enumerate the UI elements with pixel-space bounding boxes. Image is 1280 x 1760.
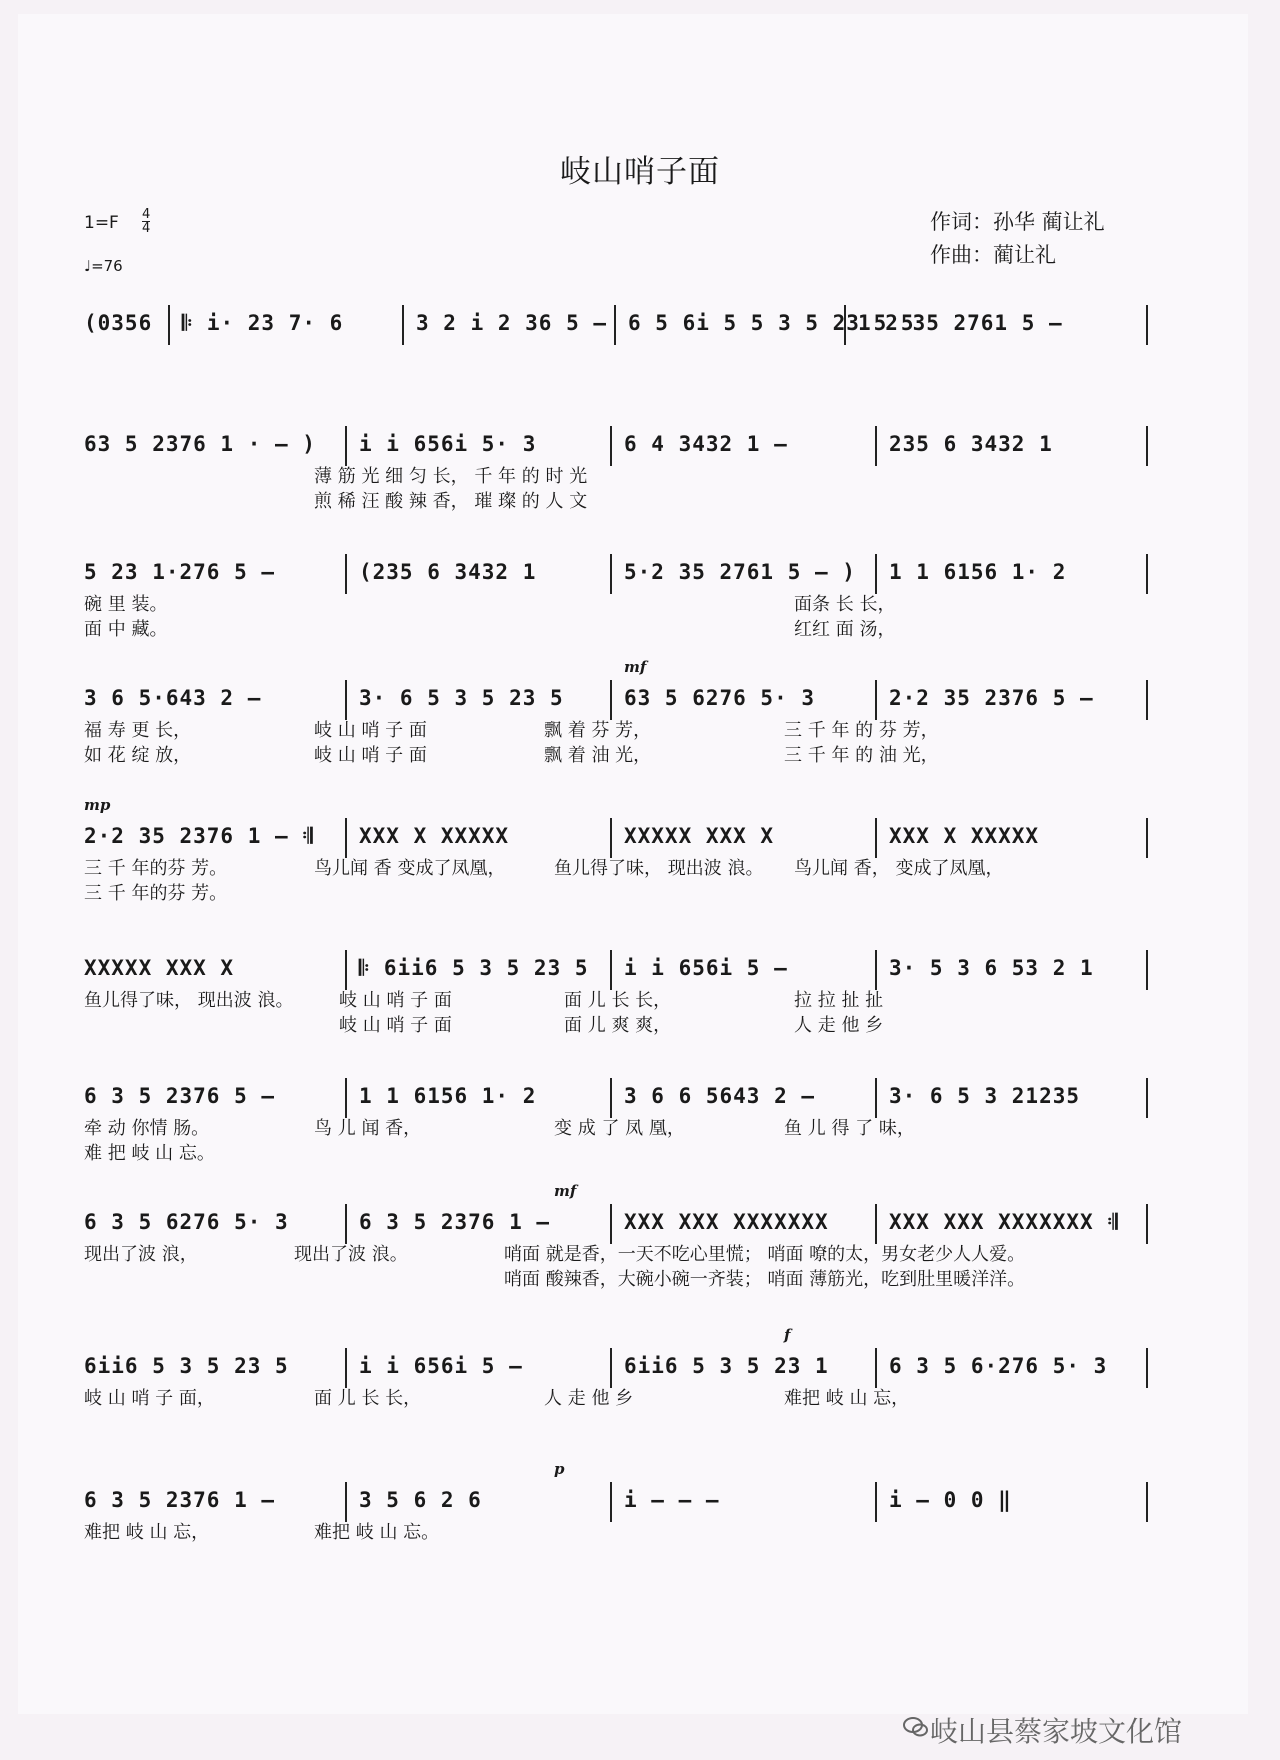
measure-notes: 5 23 1·276 5 –	[84, 560, 276, 584]
lyric-line: 拉 拉 扯 扯	[794, 990, 884, 1011]
measure-notes: 1 1 6156 1· 2	[889, 560, 1067, 584]
measure-notes: 2·2 35 2376 5 –	[889, 686, 1094, 710]
bar-line	[168, 305, 170, 345]
lyric-line: 现出了波 浪。	[294, 1244, 408, 1265]
lyric-line: 红红 面 汤，	[794, 619, 896, 640]
lyric-line: 鸟儿闻 香 变成了凤凰，	[314, 858, 506, 879]
bar-line	[610, 554, 612, 594]
lyric-line: 牵 动 你情 肠。	[84, 1118, 210, 1139]
measure-notes: 6 5 6i 5 5 3 5 23 5 5	[628, 311, 915, 335]
bar-line	[1146, 1204, 1148, 1244]
bar-line	[875, 680, 877, 720]
bar-line	[345, 1482, 347, 1522]
lyric-line: 岐 山 哨 子 面	[314, 745, 427, 766]
bar-line	[875, 1482, 877, 1522]
bar-line	[345, 950, 347, 990]
measure-notes: 6 4 3432 1 –	[624, 432, 788, 456]
bar-line	[875, 426, 877, 466]
measure-notes: 3· 5 3 6 53 2 1	[889, 956, 1094, 980]
bar-line	[610, 1204, 612, 1244]
lyric-line: 面 中 藏。	[84, 619, 168, 640]
bar-line	[610, 680, 612, 720]
measure-notes: (0356	[84, 311, 153, 335]
bar-line	[345, 554, 347, 594]
lyric-line: 现出了波 浪，	[84, 1244, 198, 1265]
bar-line	[610, 426, 612, 466]
measure-notes: 5·2 35 2761 5 – )	[624, 560, 856, 584]
dynamic-marking: mf	[554, 1182, 577, 1200]
measure-notes: 1 2 35 2761 5 –	[858, 311, 1063, 335]
measure-notes: 2·2 35 2376 1 – 𝄇	[84, 824, 314, 848]
lyric-line: 面 儿 长 长，	[314, 1388, 422, 1409]
measure-notes: XXX XXX XXXXXXX	[624, 1210, 829, 1234]
bar-line	[1146, 305, 1148, 345]
time-signature: 4 4	[142, 207, 151, 236]
bar-line	[875, 1348, 877, 1388]
measure-notes: 6 3 5 2376 1 –	[84, 1488, 276, 1512]
lyric-line: 飘 着 芬 芳，	[544, 720, 652, 741]
measure-notes: 6 3 5 2376 5 –	[84, 1084, 276, 1108]
measure-notes: i – – –	[624, 1488, 720, 1512]
dynamic-marking: f	[784, 1326, 791, 1344]
dynamic-marking: mf	[624, 658, 647, 676]
measure-notes: 3 5 6 2 6	[359, 1488, 482, 1512]
song-title: 岐山哨子面	[560, 154, 720, 190]
bar-line	[345, 1348, 347, 1388]
bar-line	[1146, 1482, 1148, 1522]
bar-line	[610, 1482, 612, 1522]
lyric-line: 鸟儿闻 香， 变成了凤凰，	[794, 858, 1004, 879]
measure-notes: 63 5 2376 1 · – )	[84, 432, 316, 456]
measure-notes: XXX X XXXXX	[889, 824, 1040, 848]
lyric-line: 难 把 岐 山 忘。	[84, 1143, 215, 1164]
bar-line	[1146, 554, 1148, 594]
measure-notes: XXXXX XXX X	[624, 824, 775, 848]
bar-line	[402, 305, 404, 345]
measure-notes: i i 656i 5· 3	[359, 432, 537, 456]
dynamic-marking: p	[554, 1460, 565, 1478]
lyric-line: 三 千 年 的 芬 芳，	[784, 720, 939, 741]
bar-line	[1146, 680, 1148, 720]
bar-line	[1146, 950, 1148, 990]
dynamic-marking: mp	[84, 796, 111, 814]
key-signature: 1=F	[84, 213, 119, 233]
measure-notes: 𝄆 i· 23 7· 6	[182, 311, 344, 335]
measure-notes: 6ii6 5 3 5 23 5	[84, 1354, 289, 1378]
bar-line	[875, 818, 877, 858]
lyric-line: 如 花 绽 放，	[84, 745, 192, 766]
lyric-line: 岐 山 哨 子 面，	[84, 1388, 215, 1409]
measure-notes: (235 6 3432 1	[359, 560, 537, 584]
bar-line	[610, 1348, 612, 1388]
measure-notes: 235 6 3432 1	[889, 432, 1053, 456]
lyric-line: 飘 着 油 光，	[544, 745, 652, 766]
bar-line	[345, 818, 347, 858]
lyric-line: 岐 山 哨 子 面	[339, 1015, 452, 1036]
bar-line	[610, 950, 612, 990]
lyricist-credit: 作词：孙华 蔺让礼	[930, 210, 1105, 234]
measure-notes: 3· 6 5 3 21235	[889, 1084, 1081, 1108]
measure-notes: i i 656i 5 –	[359, 1354, 523, 1378]
lyric-line: 薄 筋 光 细 匀 长， 千 年 的 时 光	[314, 466, 588, 487]
lyric-line: 难把 岐 山 忘。	[314, 1522, 440, 1543]
bar-line	[1146, 1078, 1148, 1118]
bar-line	[345, 1078, 347, 1118]
measure-notes: XXX XXX XXXXXXX 𝄇	[889, 1210, 1119, 1234]
measure-notes: 3· 6 5 3 5 23 5	[359, 686, 564, 710]
lyric-line: 岐 山 哨 子 面	[314, 720, 427, 741]
bar-line	[875, 950, 877, 990]
measure-notes: i i 656i 5 –	[624, 956, 788, 980]
bar-line	[610, 1078, 612, 1118]
bar-line	[345, 1204, 347, 1244]
lyric-line: 碗 里 装。	[84, 594, 168, 615]
measure-notes: XXXXX XXX X	[84, 956, 235, 980]
watermark: 岐山县蔡家坡文化馆	[930, 1715, 1183, 1748]
measure-notes: 63 5 6276 5· 3	[624, 686, 816, 710]
bar-line	[1146, 1348, 1148, 1388]
tempo-marking: ♩=76	[84, 257, 123, 275]
measure-notes: 𝄆 6ii6 5 3 5 23 5	[359, 956, 589, 980]
bar-line	[345, 680, 347, 720]
measure-notes: i – 0 0 ‖	[889, 1488, 1012, 1512]
lyric-line: 鱼 儿 得 了 味，	[784, 1118, 915, 1139]
lyric-line: 岐 山 哨 子 面	[339, 990, 452, 1011]
lyric-line: 福 寿 更 长，	[84, 720, 192, 741]
bar-line	[1146, 818, 1148, 858]
lyric-line: 鱼儿得了味， 现出波 浪。	[554, 858, 764, 879]
lyric-line: 哨面 酸辣香，大碗小碗一齐装； 哨面 薄筋光，吃到肚里暖洋洋。	[504, 1269, 1026, 1290]
lyric-line: 煎 稀 汪 酸 辣 香， 璀 璨 的 人 文	[314, 491, 588, 512]
composer-credit: 作曲：蔺让礼	[930, 243, 1056, 267]
lyric-line: 难把 岐 山 忘，	[84, 1522, 210, 1543]
lyric-line: 变 成 了 凤 凰，	[554, 1118, 685, 1139]
lyric-line: 三 千 年的芬 芳。	[84, 858, 228, 879]
measure-notes: 6 3 5 2376 1 –	[359, 1210, 551, 1234]
bar-line	[875, 554, 877, 594]
lyric-line: 面 儿 爽 爽，	[564, 1015, 672, 1036]
measure-notes: 1 1 6156 1· 2	[359, 1084, 537, 1108]
measure-notes: 3 6 5·643 2 –	[84, 686, 262, 710]
bar-line	[345, 426, 347, 466]
credits	[930, 206, 1105, 272]
measure-notes: 6 3 5 6276 5· 3	[84, 1210, 289, 1234]
bar-line	[875, 1078, 877, 1118]
lyric-line: 人 走 他 乡	[544, 1388, 634, 1409]
measure-notes: 6 3 5 6·276 5· 3	[889, 1354, 1108, 1378]
lyric-line: 面条 长 长，	[794, 594, 896, 615]
lyric-line: 哨面 就是香，一天不吃心里慌； 哨面 嘹的太，男女老少人人爱。	[504, 1244, 1026, 1265]
bar-line	[844, 305, 846, 345]
bar-line	[614, 305, 616, 345]
lyric-line: 三 千 年 的 油 光，	[784, 745, 939, 766]
wechat-icon	[903, 1716, 929, 1738]
measure-notes: 3 2 i 2 36 5 –	[416, 311, 608, 335]
bar-line	[610, 818, 612, 858]
bar-line	[875, 1204, 877, 1244]
lyric-line: 难把 岐 山 忘，	[784, 1388, 910, 1409]
measure-notes: 3 6 6 5643 2 –	[624, 1084, 816, 1108]
bar-line	[1146, 426, 1148, 466]
measure-notes: 6ii6 5 3 5 23 1	[624, 1354, 829, 1378]
lyric-line: 人 走 他 乡	[794, 1015, 884, 1036]
lyric-line: 鸟 儿 闻 香，	[314, 1118, 422, 1139]
lyric-line: 面 儿 长 长，	[564, 990, 672, 1011]
lyric-line: 三 千 年的芬 芳。	[84, 883, 228, 904]
measure-notes: XXX X XXXXX	[359, 824, 510, 848]
lyric-line: 鱼儿得了味， 现出波 浪。	[84, 990, 294, 1011]
